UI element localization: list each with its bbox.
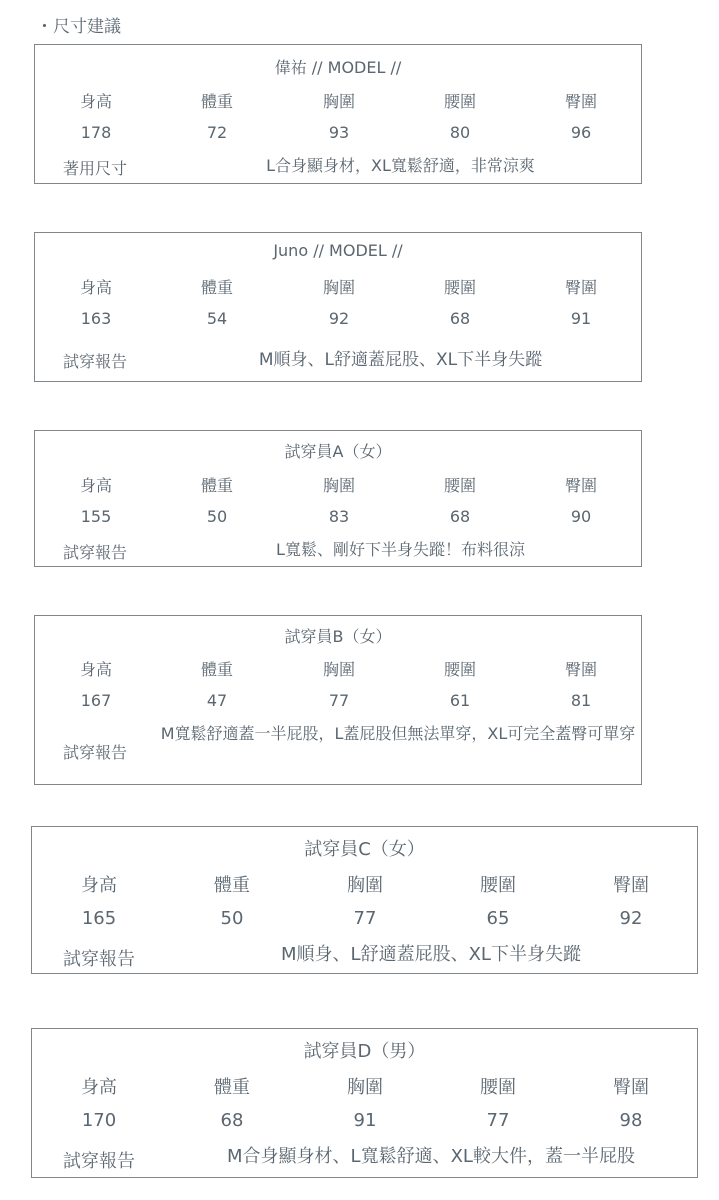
value-height: 170 <box>81 1110 117 1131</box>
card-title: 試穿員D（男） <box>303 1041 426 1062</box>
value-height: 165 <box>81 908 117 929</box>
report-text: L寬鬆、剛好下半身失蹤！布料很涼 <box>276 540 525 559</box>
value-chest: 92 <box>328 309 350 328</box>
report-text: M順身、L舒適蓋屁股、XL下半身失蹤 <box>281 944 581 965</box>
report-label: 試穿報告 <box>63 543 128 562</box>
value-hip: 96 <box>570 123 592 142</box>
header-waist: 腰圍 <box>443 660 477 679</box>
header-height: 身高 <box>81 875 117 896</box>
header-hip: 臀圍 <box>613 875 649 896</box>
value-waist: 61 <box>449 691 471 710</box>
header-height: 身高 <box>79 92 113 111</box>
card-title: 偉祐 // MODEL // <box>274 58 402 77</box>
value-chest: 91 <box>353 1110 377 1131</box>
report-text: L合身顯身材，XL寬鬆舒適，非常涼爽 <box>266 156 535 175</box>
report-label: 試穿報告 <box>63 352 128 371</box>
value-weight: 68 <box>220 1110 244 1131</box>
value-hip: 90 <box>570 507 592 526</box>
card-title: 試穿員B（女） <box>284 627 392 646</box>
value-weight: 47 <box>206 691 228 710</box>
header-weight: 體重 <box>214 1077 250 1098</box>
header-chest: 胸圍 <box>322 660 356 679</box>
value-weight: 50 <box>206 507 228 526</box>
header-hip: 臀圍 <box>613 1077 649 1098</box>
value-weight: 54 <box>206 309 228 328</box>
header-waist: 腰圍 <box>480 875 516 896</box>
value-waist: 80 <box>449 123 471 142</box>
header-waist: 腰圍 <box>480 1077 516 1098</box>
value-height: 163 <box>80 309 112 328</box>
report-label: 試穿報告 <box>63 949 135 970</box>
section-title: ・尺寸建議 <box>36 17 121 37</box>
header-hip: 臀圍 <box>564 660 598 679</box>
size-card-model-weiyou <box>34 44 642 184</box>
header-height: 身高 <box>81 1077 117 1098</box>
header-height: 身高 <box>79 476 113 495</box>
value-chest: 83 <box>328 507 350 526</box>
size-card-model-juno <box>34 232 642 382</box>
header-weight: 體重 <box>214 875 250 896</box>
header-chest: 胸圍 <box>322 92 356 111</box>
value-hip: 92 <box>619 908 643 929</box>
size-card-tester-c <box>31 826 698 974</box>
header-weight: 體重 <box>200 660 234 679</box>
report-text: M順身、L舒適蓋屁股、XL下半身失蹤 <box>258 350 543 370</box>
header-waist: 腰圍 <box>443 278 477 297</box>
header-hip: 臀圍 <box>564 476 598 495</box>
report-text: M寬鬆舒適蓋一半屁股，L蓋屁股但無法單穿，XL可完全蓋臀可單穿 <box>160 724 636 743</box>
value-waist: 77 <box>486 1110 510 1131</box>
value-hip: 98 <box>619 1110 643 1131</box>
value-waist: 68 <box>449 309 471 328</box>
header-height: 身高 <box>79 278 113 297</box>
header-waist: 腰圍 <box>443 92 477 111</box>
header-weight: 體重 <box>200 476 234 495</box>
report-label: 試穿報告 <box>63 743 128 762</box>
card-title: Juno // MODEL // <box>273 241 403 260</box>
value-chest: 77 <box>328 691 350 710</box>
header-weight: 體重 <box>200 278 234 297</box>
value-height: 155 <box>80 507 112 526</box>
header-waist: 腰圍 <box>443 476 477 495</box>
value-waist: 65 <box>486 908 510 929</box>
value-hip: 91 <box>570 309 592 328</box>
header-weight: 體重 <box>200 92 234 111</box>
value-chest: 93 <box>328 123 350 142</box>
header-hip: 臀圍 <box>564 92 598 111</box>
report-text: M合身顯身材、L寬鬆舒適、XL較大件，蓋一半屁股 <box>227 1146 635 1167</box>
size-card-tester-b <box>34 615 642 785</box>
header-chest: 胸圍 <box>347 875 383 896</box>
card-title: 試穿員A（女） <box>284 442 392 461</box>
value-height: 178 <box>80 123 112 142</box>
report-label: 試穿報告 <box>63 1151 135 1172</box>
card-title: 試穿員C（女） <box>304 839 425 860</box>
size-card-tester-d <box>31 1028 698 1178</box>
value-weight: 72 <box>206 123 228 142</box>
header-hip: 臀圍 <box>564 278 598 297</box>
header-chest: 胸圍 <box>347 1077 383 1098</box>
report-label: 著用尺寸 <box>63 159 128 178</box>
value-hip: 81 <box>570 691 592 710</box>
header-height: 身高 <box>79 660 113 679</box>
value-weight: 50 <box>220 908 244 929</box>
header-chest: 胸圍 <box>322 476 356 495</box>
value-chest: 77 <box>353 908 377 929</box>
value-height: 167 <box>80 691 112 710</box>
header-chest: 胸圍 <box>322 278 356 297</box>
size-card-tester-a <box>34 430 642 567</box>
value-waist: 68 <box>449 507 471 526</box>
